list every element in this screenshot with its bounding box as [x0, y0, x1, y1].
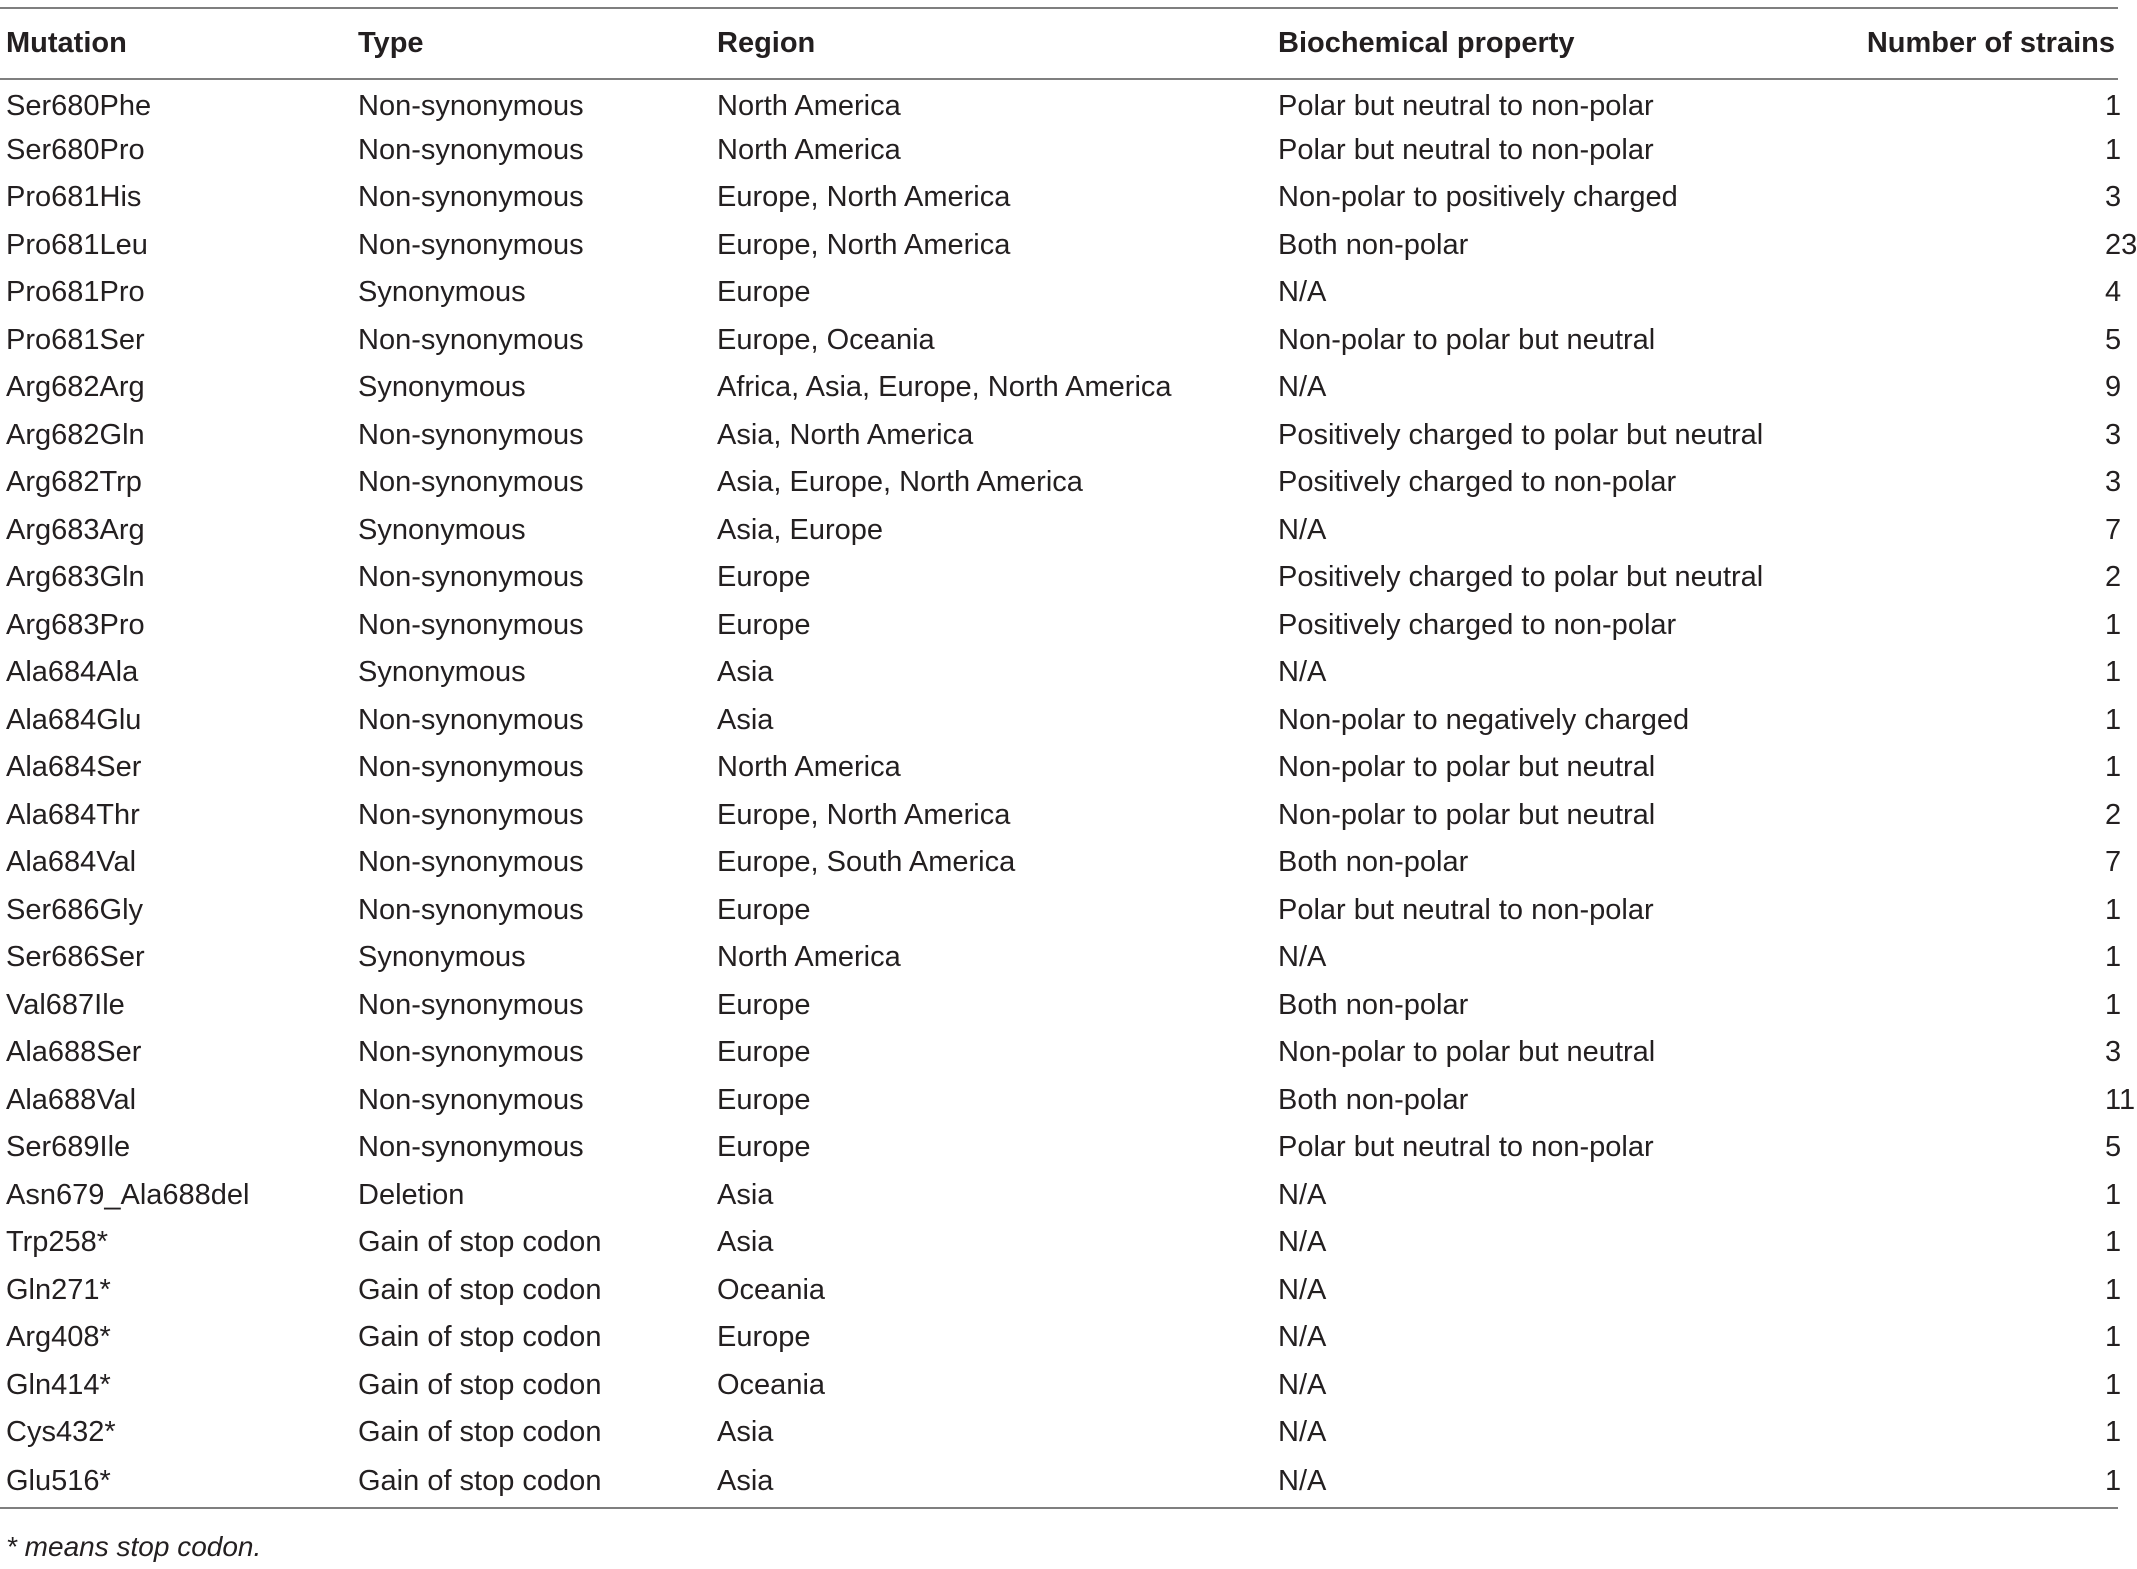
cell-biochemical-property: Positively charged to non-polar: [1278, 466, 1677, 499]
cell-region: Europe, North America: [717, 181, 1011, 214]
cell-biochemical-property: Polar but neutral to non-polar: [1278, 133, 1654, 166]
cell-number-of-strains: 1: [2105, 1178, 2122, 1211]
table-row: [0, 934, 2118, 982]
cell-biochemical-property: Positively charged to polar but neutral: [1278, 418, 1764, 451]
table-row: [0, 1314, 2118, 1362]
cell-biochemical-property: N/A: [1278, 371, 1327, 404]
cell-region: Asia, Europe: [717, 513, 884, 546]
cell-type: Gain of stop codon: [358, 1465, 602, 1497]
cell-mutation: Cys432*: [6, 1416, 116, 1449]
cell-biochemical-property: Non-polar to polar but neutral: [1278, 1036, 1656, 1069]
cell-biochemical-property: Both non-polar: [1278, 846, 1469, 879]
cell-region: Oceania: [717, 1368, 826, 1401]
cell-number-of-strains: 1: [2105, 1321, 2122, 1354]
cell-number-of-strains: 2: [2105, 561, 2122, 594]
cell-number-of-strains: 23: [2105, 228, 2137, 261]
cell-region: Asia: [717, 1465, 774, 1497]
table-row: [0, 127, 2118, 175]
cell-number-of-strains: 1: [2105, 893, 2122, 926]
cell-region: Asia: [717, 1226, 774, 1259]
cell-type: Synonymous: [358, 513, 526, 546]
cell-mutation: Arg682Gln: [6, 418, 145, 451]
cell-region: North America: [717, 941, 901, 974]
cell-number-of-strains: 1: [2105, 608, 2122, 641]
cell-type: Non-synonymous: [358, 323, 584, 356]
table-row: [0, 982, 2118, 1030]
cell-mutation: Asn679_Ala688del: [6, 1178, 250, 1211]
cell-biochemical-property: Non-polar to polar but neutral: [1278, 751, 1656, 784]
cell-biochemical-property: N/A: [1278, 1226, 1327, 1259]
table-row: [0, 839, 2118, 887]
table-row: [0, 744, 2118, 792]
cell-number-of-strains: 4: [2105, 276, 2122, 309]
cell-mutation: Ala684Thr: [6, 798, 140, 831]
cell-number-of-strains: 11: [2105, 1083, 2136, 1116]
header-mutation: Mutation: [6, 27, 127, 59]
cell-region: Europe: [717, 1083, 811, 1116]
cell-region: Asia: [717, 1178, 774, 1211]
table-row: [0, 412, 2118, 460]
cell-number-of-strains: 1: [2105, 988, 2122, 1021]
cell-type: Non-synonymous: [358, 846, 584, 879]
table-row: [0, 1172, 2118, 1220]
cell-region: Asia, North America: [717, 418, 974, 451]
cell-mutation: Pro681Ser: [6, 323, 145, 356]
cell-type: Non-synonymous: [358, 466, 584, 499]
cell-number-of-strains: 5: [2105, 323, 2122, 356]
cell-type: Gain of stop codon: [358, 1226, 602, 1259]
cell-number-of-strains: 1: [2105, 1273, 2122, 1306]
cell-biochemical-property: Non-polar to polar but neutral: [1278, 323, 1656, 356]
cell-mutation: Ala684Glu: [6, 703, 142, 736]
cell-type: Non-synonymous: [358, 181, 584, 214]
cell-type: Non-synonymous: [358, 418, 584, 451]
cell-type: Non-synonymous: [358, 988, 584, 1021]
cell-mutation: Pro681Pro: [6, 276, 145, 309]
cell-mutation: Val687Ile: [6, 988, 125, 1021]
cell-biochemical-property: N/A: [1278, 1178, 1327, 1211]
cell-number-of-strains: 1: [2105, 133, 2122, 166]
cell-type: Synonymous: [358, 276, 526, 309]
table-row: [0, 1362, 2118, 1410]
cell-biochemical-property: N/A: [1278, 1416, 1327, 1449]
cell-type: Gain of stop codon: [358, 1273, 602, 1306]
cell-number-of-strains: 1: [2105, 1465, 2122, 1497]
table-row: [0, 1457, 2118, 1508]
header-biochemical-property: Biochemical property: [1278, 27, 1575, 59]
cell-type: Non-synonymous: [358, 703, 584, 736]
cell-mutation: Arg682Trp: [6, 466, 142, 499]
cell-biochemical-property: N/A: [1278, 656, 1327, 689]
table-row: [0, 507, 2118, 555]
cell-region: Europe: [717, 988, 811, 1021]
cell-type: Non-synonymous: [358, 228, 584, 261]
cell-type: Synonymous: [358, 371, 526, 404]
cell-biochemical-property: N/A: [1278, 1465, 1327, 1497]
cell-number-of-strains: 1: [2105, 941, 2122, 974]
cell-region: Europe: [717, 1321, 811, 1354]
cell-mutation: Glu516*: [6, 1465, 111, 1497]
cell-number-of-strains: 1: [2105, 656, 2122, 689]
cell-mutation: Trp258*: [6, 1226, 109, 1259]
cell-type: Non-synonymous: [358, 1131, 584, 1164]
cell-mutation: Arg683Gln: [6, 561, 145, 594]
cell-mutation: Pro681Leu: [6, 228, 148, 261]
table-row: [0, 554, 2118, 602]
cell-type: Non-synonymous: [358, 1036, 584, 1069]
cell-region: Europe, Oceania: [717, 323, 935, 356]
cell-region: Asia: [717, 1416, 774, 1449]
cell-biochemical-property: Both non-polar: [1278, 228, 1469, 261]
cell-region: Europe: [717, 608, 811, 641]
cell-mutation: Ser686Ser: [6, 941, 145, 974]
cell-mutation: Ser686Gly: [6, 893, 144, 926]
cell-type: Non-synonymous: [358, 89, 584, 122]
cell-biochemical-property: Positively charged to non-polar: [1278, 608, 1677, 641]
table-row: [0, 649, 2118, 697]
cell-type: Gain of stop codon: [358, 1416, 602, 1449]
cell-type: Synonymous: [358, 941, 526, 974]
cell-mutation: Pro681His: [6, 181, 142, 214]
cell-mutation: Arg683Arg: [6, 513, 145, 546]
header-type: Type: [358, 27, 424, 59]
table-row: [0, 1267, 2118, 1315]
cell-biochemical-property: Non-polar to polar but neutral: [1278, 798, 1656, 831]
cell-number-of-strains: 1: [2105, 703, 2122, 736]
cell-region: Asia: [717, 656, 774, 689]
cell-type: Synonymous: [358, 656, 526, 689]
cell-region: North America: [717, 133, 901, 166]
cell-region: Oceania: [717, 1273, 826, 1306]
cell-type: Gain of stop codon: [358, 1368, 602, 1401]
cell-biochemical-property: Polar but neutral to non-polar: [1278, 1131, 1654, 1164]
cell-type: Non-synonymous: [358, 1083, 584, 1116]
table-row: [0, 1124, 2118, 1172]
table-header: [0, 8, 2118, 79]
cell-region: Europe: [717, 276, 811, 309]
cell-mutation: Arg682Arg: [6, 371, 145, 404]
cell-region: Europe: [717, 1131, 811, 1164]
cell-type: Gain of stop codon: [358, 1321, 602, 1354]
cell-biochemical-property: Polar but neutral to non-polar: [1278, 89, 1654, 122]
table-row: [0, 1219, 2118, 1267]
cell-mutation: Arg683Pro: [6, 608, 145, 641]
cell-number-of-strains: 5: [2105, 1131, 2122, 1164]
header-number-of-strains: Number of strains: [1866, 27, 2115, 59]
cell-mutation: Ser680Pro: [6, 133, 145, 166]
cell-biochemical-property: N/A: [1278, 1321, 1327, 1354]
cell-mutation: Ala684Ser: [6, 751, 142, 784]
cell-type: Non-synonymous: [358, 751, 584, 784]
cell-type: Non-synonymous: [358, 798, 584, 831]
table-row: [0, 697, 2118, 745]
cell-biochemical-property: Non-polar to negatively charged: [1278, 703, 1690, 736]
cell-type: Non-synonymous: [358, 893, 584, 926]
cell-mutation: Arg408*: [6, 1321, 111, 1354]
table-row: [0, 459, 2118, 507]
cell-number-of-strains: 7: [2105, 513, 2122, 546]
table-row: [0, 602, 2118, 650]
cell-mutation: Gln271*: [6, 1273, 111, 1306]
table-row: [0, 317, 2118, 365]
cell-type: Non-synonymous: [358, 561, 584, 594]
cell-number-of-strains: 7: [2105, 846, 2122, 879]
table-row: [0, 1409, 2118, 1457]
cell-biochemical-property: Both non-polar: [1278, 988, 1469, 1021]
cell-region: Asia: [717, 703, 774, 736]
table-row: [0, 269, 2118, 317]
cell-type: Non-synonymous: [358, 608, 584, 641]
table-row: [0, 792, 2118, 840]
cell-mutation: Ser689Ile: [6, 1131, 131, 1164]
cell-biochemical-property: N/A: [1278, 276, 1327, 309]
cell-number-of-strains: 1: [2105, 751, 2122, 784]
table-row: [0, 174, 2118, 222]
cell-biochemical-property: N/A: [1278, 1273, 1327, 1306]
table-row: [0, 79, 2118, 127]
cell-mutation: Ser680Phe: [6, 89, 152, 122]
header-row: [0, 8, 2118, 79]
cell-number-of-strains: 1: [2105, 1416, 2122, 1449]
cell-region: Europe: [717, 561, 811, 594]
cell-mutation: Ala688Ser: [6, 1036, 142, 1069]
cell-region: Europe, North America: [717, 798, 1011, 831]
cell-region: North America: [717, 751, 901, 784]
cell-region: Europe, North America: [717, 228, 1011, 261]
table-footnote: * means stop codon.: [6, 1531, 262, 1562]
header-region: Region: [717, 27, 816, 59]
cell-number-of-strains: 9: [2105, 371, 2122, 404]
table-row: [0, 222, 2118, 270]
cell-region: Europe: [717, 893, 811, 926]
cell-biochemical-property: Non-polar to positively charged: [1278, 181, 1678, 214]
cell-mutation: Ala688Val: [6, 1083, 137, 1116]
cell-number-of-strains: 2: [2105, 798, 2122, 831]
cell-biochemical-property: Positively charged to polar but neutral: [1278, 561, 1764, 594]
cell-type: Non-synonymous: [358, 133, 584, 166]
cell-number-of-strains: 3: [2105, 1036, 2122, 1069]
table-row: [0, 1077, 2118, 1125]
mutation-table: [0, 7, 2137, 1509]
cell-number-of-strains: 1: [2105, 1368, 2122, 1401]
table-body: [0, 79, 2137, 1508]
cell-mutation: Ala684Val: [6, 846, 137, 879]
cell-region: Asia, Europe, North America: [717, 466, 1083, 499]
cell-biochemical-property: N/A: [1278, 1368, 1327, 1401]
cell-number-of-strains: 1: [2105, 89, 2122, 122]
cell-number-of-strains: 3: [2105, 418, 2122, 451]
cell-biochemical-property: N/A: [1278, 513, 1327, 546]
cell-number-of-strains: 1: [2105, 1226, 2122, 1259]
table-row: [0, 887, 2118, 935]
cell-region: North America: [717, 89, 901, 122]
table-row: [0, 1029, 2118, 1077]
cell-region: Europe: [717, 1036, 811, 1069]
cell-biochemical-property: Both non-polar: [1278, 1083, 1469, 1116]
cell-biochemical-property: N/A: [1278, 941, 1327, 974]
cell-number-of-strains: 3: [2105, 466, 2122, 499]
table-row: [0, 364, 2118, 412]
cell-mutation: Ala684Ala: [6, 656, 139, 689]
cell-region: Africa, Asia, Europe, North America: [717, 371, 1172, 404]
cell-region: Europe, South America: [717, 846, 1016, 879]
cell-biochemical-property: Polar but neutral to non-polar: [1278, 893, 1654, 926]
cell-type: Deletion: [358, 1178, 465, 1211]
cell-mutation: Gln414*: [6, 1368, 111, 1401]
cell-number-of-strains: 3: [2105, 181, 2122, 214]
